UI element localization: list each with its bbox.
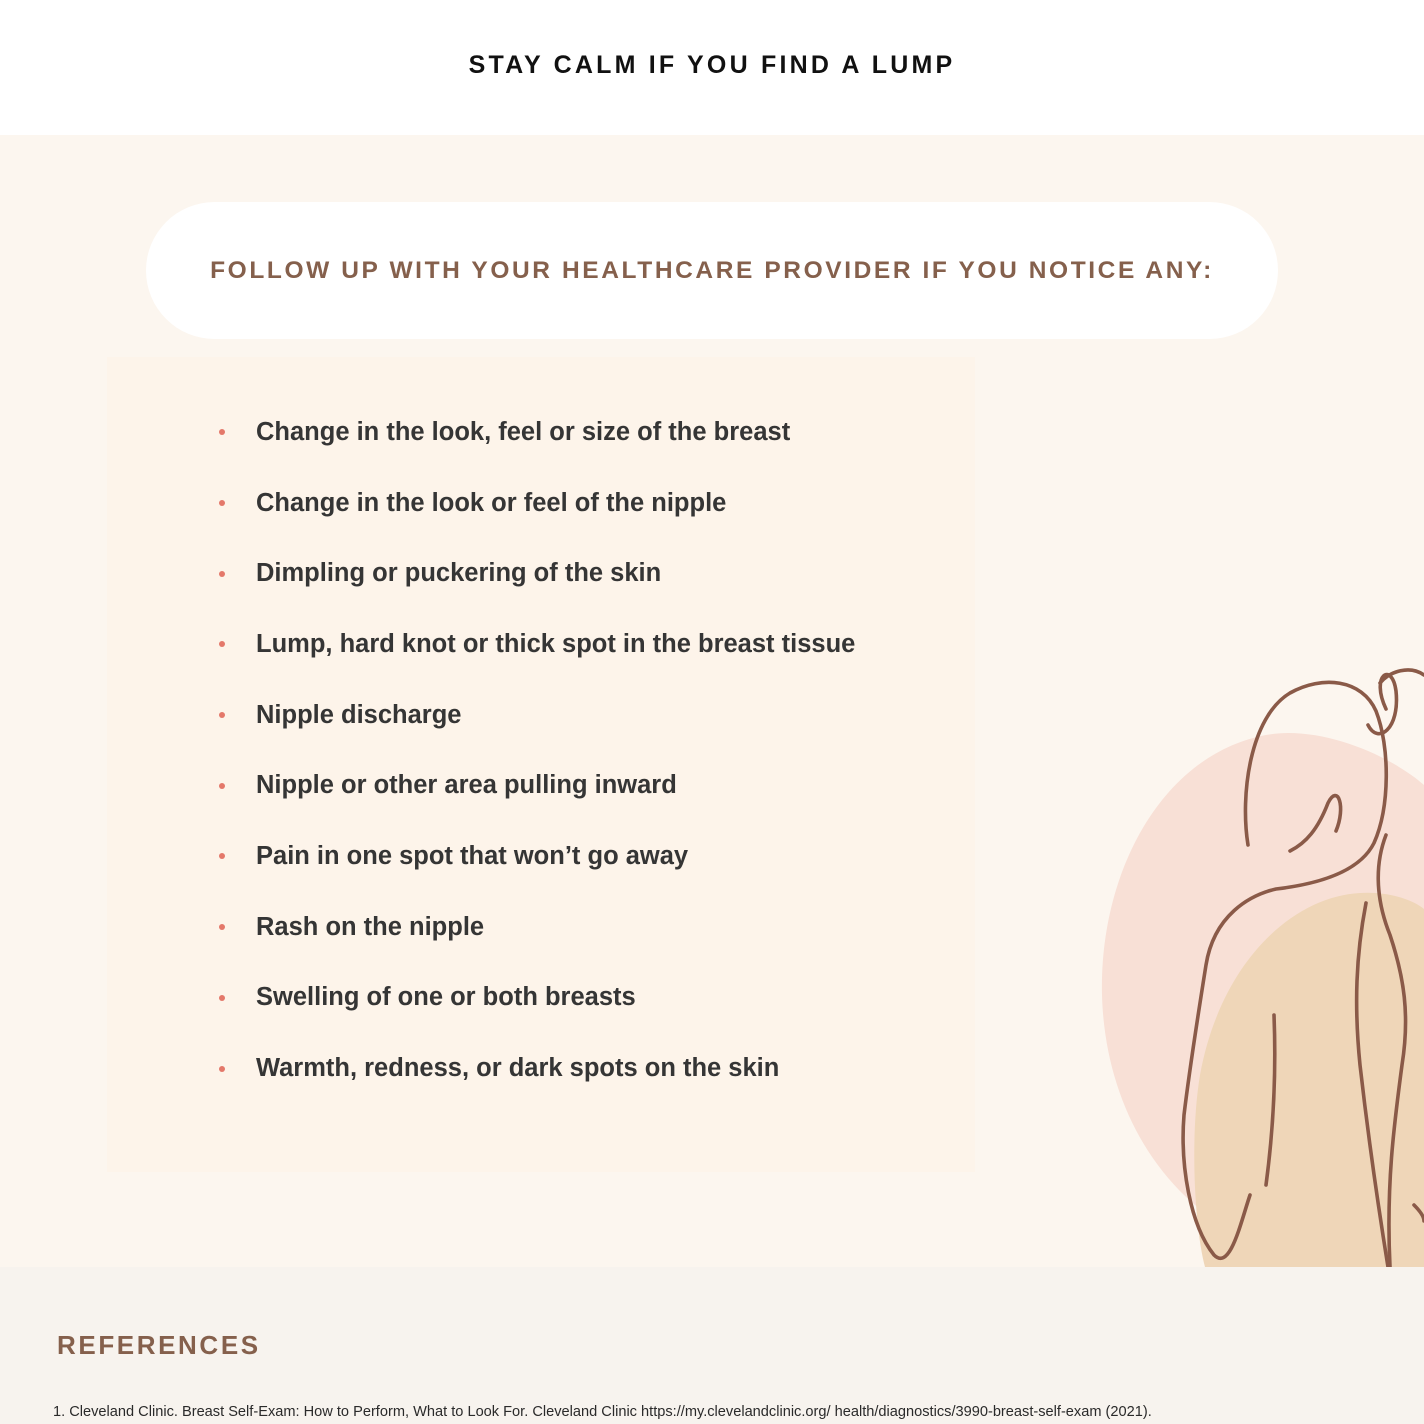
symptom-text: Lump, hard knot or thick spot in the breast tissue <box>256 629 856 658</box>
symptom-panel <box>107 357 975 1172</box>
references-heading: REFERENCES <box>57 1330 261 1360</box>
symptom-text: Warmth, redness, or dark spots on the skin <box>256 1054 780 1083</box>
bullet-icon <box>219 853 225 859</box>
bullet-icon <box>219 995 225 1001</box>
main-section <box>0 135 1424 1267</box>
list-item <box>107 609 975 680</box>
symptom-text: Swelling of one or both breasts <box>256 983 636 1012</box>
list-item <box>107 680 975 751</box>
list-item <box>107 1033 975 1104</box>
bullet-icon <box>219 1066 225 1072</box>
references-section <box>0 1267 1424 1424</box>
symptom-text: Nipple discharge <box>256 700 462 729</box>
symptom-text: Pain in one spot that won’t go away <box>256 841 689 870</box>
list-item <box>107 963 975 1034</box>
header-band <box>0 0 1424 135</box>
symptom-list <box>107 397 975 1104</box>
reference-entry: 1. Cleveland Clinic. Breast Self-Exam: How to Perform, What to Look For. Cleveland Clinic https://my.clevelandclinic.org/ health/diagnostics/3990-breast-self-exam (2021). <box>53 1404 1152 1420</box>
symptom-text: Dimpling or puckering of the skin <box>256 559 662 588</box>
callout-text: FOLLOW UP WITH YOUR HEALTHCARE PROVIDER IF YOU NOTICE ANY: <box>210 256 1214 284</box>
list-item <box>107 397 975 468</box>
list-item <box>107 892 975 963</box>
list-item <box>107 468 975 539</box>
list-item <box>107 538 975 609</box>
bullet-icon <box>219 571 225 577</box>
callout-pill <box>146 202 1278 339</box>
list-item <box>107 750 975 821</box>
bullet-icon <box>219 924 225 930</box>
bullet-icon <box>219 429 225 435</box>
symptom-text: Change in the look, feel or size of the breast <box>256 417 791 446</box>
woman-silhouette-illustration <box>1090 665 1424 1267</box>
bullet-icon <box>219 712 225 718</box>
symptom-text: Nipple or other area pulling inward <box>256 771 677 800</box>
symptom-text: Change in the look or feel of the nipple <box>256 488 727 517</box>
bullet-icon <box>219 783 225 789</box>
bullet-icon <box>219 500 225 506</box>
page-title: STAY CALM IF YOU FIND A LUMP <box>468 51 956 79</box>
list-item <box>107 821 975 892</box>
symptom-text: Rash on the nipple <box>256 912 485 941</box>
bullet-icon <box>219 641 225 647</box>
